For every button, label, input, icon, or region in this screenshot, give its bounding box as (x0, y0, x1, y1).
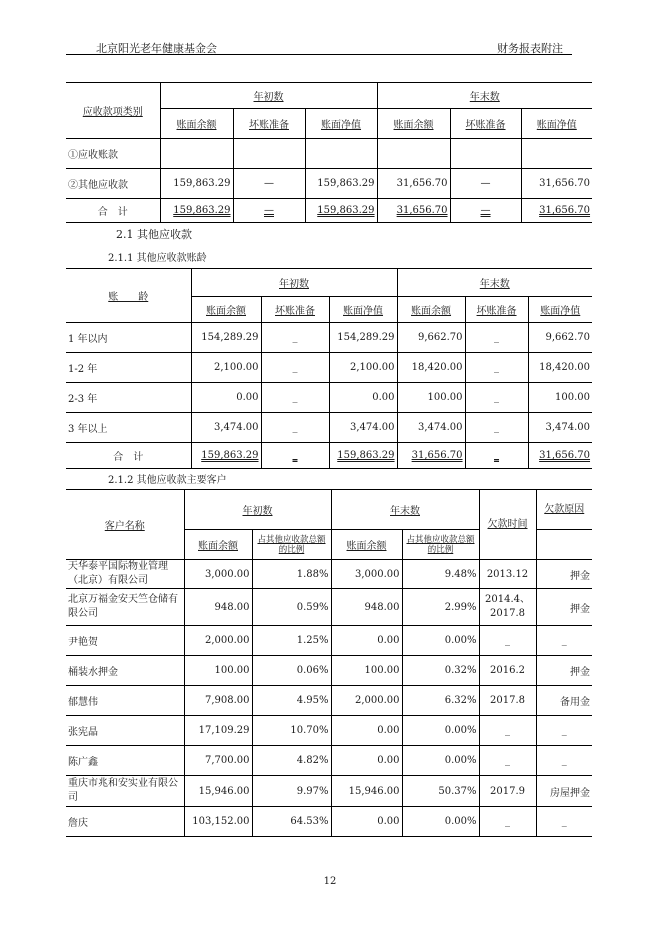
cell: — (480, 205, 491, 216)
owed-reason: _ (536, 626, 592, 656)
cell (521, 139, 592, 169)
cell: 18,420.00 (397, 353, 465, 383)
table-row (66, 716, 592, 746)
cell: 0.00 (331, 807, 402, 837)
cell: 31,656.70 (377, 169, 450, 199)
aging-table (66, 268, 592, 469)
table-row (66, 746, 592, 776)
header-rule (66, 54, 572, 55)
cell (305, 139, 377, 169)
cell: _ (261, 323, 329, 353)
end-group-header: 年末数 (377, 83, 592, 109)
cell: 154,289.29 (191, 323, 261, 353)
col-header: 账面余额 (191, 297, 261, 323)
cell: _ (261, 383, 329, 413)
begin-group-header: 年初数 (160, 83, 377, 109)
col-header: 坏账准备 (450, 109, 521, 139)
table-row (66, 139, 592, 169)
category-header: 应收款项类别 (66, 83, 160, 139)
cell: 100.00 (331, 656, 402, 686)
cell: 2,000.00 (331, 686, 402, 716)
col-header: 账面净值 (329, 297, 397, 323)
cell: 0.00 (331, 716, 402, 746)
row-label: 3 年以上 (66, 413, 191, 443)
cell: 0.00 (331, 626, 402, 656)
table-row (66, 776, 592, 807)
cell (160, 139, 233, 169)
cell: _ (465, 353, 528, 383)
aging-header: 账 龄 (66, 269, 191, 323)
owed-time: 2017.9 (479, 776, 536, 807)
subsection-heading: 2.1.2 其他应收款主要客户 (108, 475, 227, 486)
cell: 31,656.70 (539, 450, 591, 461)
col-header: 账面余额 (377, 109, 450, 139)
receivables-category-table (66, 82, 592, 223)
cell: _ (465, 383, 528, 413)
owed-reason: 房屋押金 (536, 776, 592, 807)
cell: 159,863.29 (337, 450, 395, 461)
cell: 9.48% (402, 560, 479, 589)
customer-name: 陈广鑫 (66, 746, 184, 776)
cell: 64.53% (252, 807, 331, 837)
cell: 3,474.00 (397, 413, 465, 443)
customer-name: 詹庆 (66, 807, 184, 837)
cell: 0.59% (252, 589, 331, 626)
cell: 4.82% (252, 746, 331, 776)
row-label: 2-3 年 (66, 383, 191, 413)
col-header: 坏账准备 (261, 297, 329, 323)
owed-reason: 押金 (536, 560, 592, 589)
org-name: 北京阳光老年健康基金会 (96, 42, 217, 55)
begin-group-header: 年初数 (184, 490, 331, 530)
col-header: 账面余额 (184, 530, 252, 560)
table-row (66, 383, 592, 413)
owed-time: _ (479, 716, 536, 746)
table-row (66, 589, 592, 626)
cell: 0.32% (402, 656, 479, 686)
cell: 0.00% (402, 746, 479, 776)
col-header: 坏账准备 (465, 297, 528, 323)
cell: 7,700.00 (184, 746, 252, 776)
owed-time: _ (479, 807, 536, 837)
cell: _ (494, 450, 500, 461)
owed-time: 2016.2 (479, 656, 536, 686)
cell: 18,420.00 (528, 353, 592, 383)
col-header: 账面净值 (521, 109, 592, 139)
owed-reason: 备用金 (536, 686, 592, 716)
owed-time: _ (479, 746, 536, 776)
table-row (66, 560, 592, 589)
cell: 154,289.29 (329, 323, 397, 353)
cell: 100.00 (397, 383, 465, 413)
cell (233, 139, 305, 169)
row-label: ②其他应收款 (66, 169, 160, 199)
cell: 159,863.29 (317, 205, 375, 216)
cell: 9,662.70 (528, 323, 592, 353)
cell: 3,474.00 (528, 413, 592, 443)
cell: 15,946.00 (331, 776, 402, 807)
cell: 2,000.00 (184, 626, 252, 656)
customer-name: 重庆市兆和安实业有限公司 (66, 776, 184, 807)
owed-reason: _ (536, 807, 592, 837)
owed-time: _ (479, 626, 536, 656)
col-header: 账面净值 (305, 109, 377, 139)
customer-header: 客户名称 (66, 490, 184, 560)
customer-name: 北京万福金安天竺仓储有限公司 (66, 589, 184, 626)
col-header: 账面净值 (528, 297, 592, 323)
doc-title: 财务报表附注 (497, 42, 563, 55)
cell (377, 139, 450, 169)
col-header: 账面余额 (331, 530, 402, 560)
cell: 0.06% (252, 656, 331, 686)
col-header: 账面余额 (160, 109, 233, 139)
cell: 948.00 (184, 589, 252, 626)
table-row (66, 169, 592, 199)
owed-reason-header: 欠款原因 (536, 490, 592, 530)
owed-reason: _ (536, 746, 592, 776)
cell: 3,474.00 (329, 413, 397, 443)
cell: 31,656.70 (521, 169, 592, 199)
cell: 1.25% (252, 626, 331, 656)
cell: 159,863.29 (201, 450, 259, 461)
owed-time-header: 欠款时间 (479, 490, 536, 560)
owed-reason: 押金 (536, 656, 592, 686)
cell: 0.00% (402, 716, 479, 746)
cell: 31,656.70 (396, 205, 448, 216)
cell: 0.00% (402, 807, 479, 837)
table-row (66, 656, 592, 686)
cell: 0.00 (191, 383, 261, 413)
col-header: 占其他应收款总额的比例 (402, 530, 479, 560)
cell: 31,656.70 (411, 450, 463, 461)
total-row (66, 199, 592, 223)
cell: 2,100.00 (329, 353, 397, 383)
cell: _ (292, 450, 298, 461)
cell: 100.00 (184, 656, 252, 686)
cell: 0.00 (331, 746, 402, 776)
cell: — (264, 205, 274, 216)
cell: 4.95% (252, 686, 331, 716)
owed-time: 2017.8 (479, 686, 536, 716)
page-number: 12 (323, 876, 337, 887)
subsection-heading: 2.1.1 其他应收款账龄 (108, 253, 207, 264)
cell: 6.32% (402, 686, 479, 716)
section-heading: 2.1 其他应收款 (116, 228, 192, 241)
cell: _ (465, 323, 528, 353)
cell: 0.00% (402, 626, 479, 656)
cell: 0.00 (329, 383, 397, 413)
cell: 3,000.00 (331, 560, 402, 589)
col-header: 占其他应收款总额的比例 (252, 530, 331, 560)
table-row (66, 323, 592, 353)
owed-time: 2013.12 (479, 560, 536, 589)
cell: 2,100.00 (191, 353, 261, 383)
cell: 948.00 (331, 589, 402, 626)
table-row (66, 686, 592, 716)
customer-name: 天华泰平国际物业管理（北京）有限公司 (66, 560, 184, 589)
row-label: 1-2 年 (66, 353, 191, 383)
cell: _ (465, 413, 528, 443)
row-label: ①应收账款 (66, 139, 160, 169)
cell: 159,863.29 (173, 205, 231, 216)
cell: 17,109.29 (184, 716, 252, 746)
col-header: 账面余额 (397, 297, 465, 323)
customer-name: 尹艳贺 (66, 626, 184, 656)
cell: 7,908.00 (184, 686, 252, 716)
cell (450, 139, 521, 169)
end-group-header: 年末数 (397, 269, 592, 297)
owed-reason: 押金 (536, 589, 592, 626)
owed-time: 2014.4、2017.8 (479, 589, 536, 626)
table-row (66, 353, 592, 383)
total-row (66, 443, 592, 469)
begin-group-header: 年初数 (191, 269, 397, 297)
cell: 15,946.00 (184, 776, 252, 807)
cell: 9.97% (252, 776, 331, 807)
cell: 10.70% (252, 716, 331, 746)
table-row (66, 626, 592, 656)
cell: 159,863.29 (160, 169, 233, 199)
cell: 159,863.29 (305, 169, 377, 199)
total-label: 合 计 (66, 199, 160, 223)
main-customers-table (66, 489, 592, 837)
customer-name: 桶装水押金 (66, 656, 184, 686)
table-row (66, 413, 592, 443)
cell: — (450, 169, 521, 199)
customer-name: 郁慧伟 (66, 686, 184, 716)
cell: 1.88% (252, 560, 331, 589)
cell: 100.00 (528, 383, 592, 413)
total-label: 合 计 (66, 443, 191, 469)
cell: _ (261, 413, 329, 443)
cell: 103,152.00 (184, 807, 252, 837)
customer-name: 张宪晶 (66, 716, 184, 746)
cell: — (233, 169, 305, 199)
cell: 9,662.70 (397, 323, 465, 353)
table-row (66, 807, 592, 837)
row-label: 1 年以内 (66, 323, 191, 353)
end-group-header: 年末数 (331, 490, 479, 530)
owed-reason: _ (536, 716, 592, 746)
cell: 2.99% (402, 589, 479, 626)
cell: _ (261, 353, 329, 383)
cell: 3,474.00 (191, 413, 261, 443)
cell: 31,656.70 (539, 205, 591, 216)
cell: 50.37% (402, 776, 479, 807)
cell: 3,000.00 (184, 560, 252, 589)
col-header: 坏账准备 (233, 109, 305, 139)
